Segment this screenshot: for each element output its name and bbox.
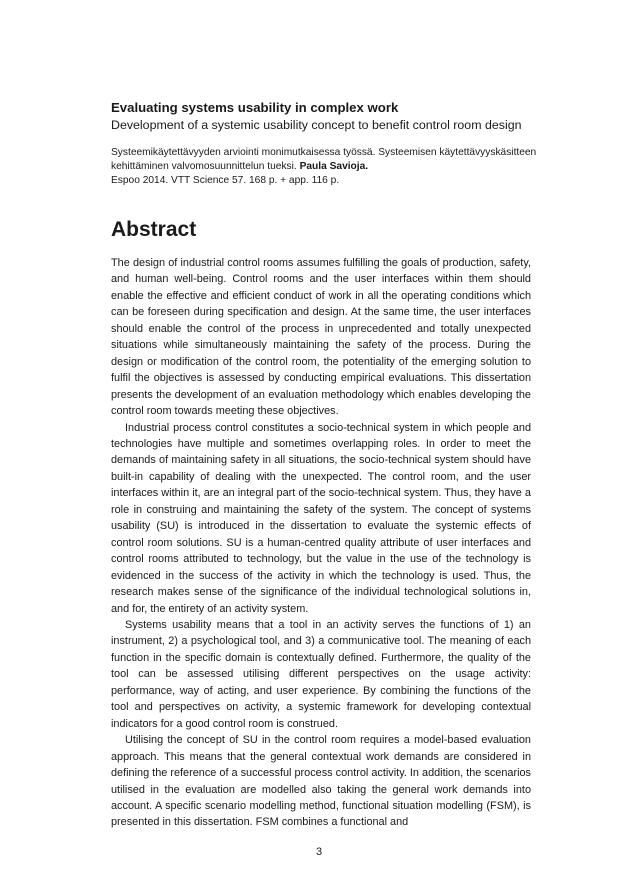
document-subtitle: Development of a systemic usability concept to benefit control room design (111, 118, 522, 132)
document-title: Evaluating systems usability in complex work (111, 100, 399, 115)
author-name: Paula Savioja. (299, 161, 369, 172)
bibliographic-info (111, 146, 541, 188)
finnish-title-end: kehittäminen valvomosuunnittelun tueksi. (111, 161, 297, 172)
publication-info: Espoo 2014. VTT Science 57. 168 p. + app. 116 p. (111, 175, 340, 186)
finnish-title-line2 (111, 160, 541, 174)
abstract-heading: Abstract (111, 218, 197, 241)
finnish-title-line1: Systeemikäytettävyyden arviointi monimutkaisessa työssä. Systeemisen käytettävyyskäsitteen (111, 147, 537, 158)
abstract-paragraph-1: The design of industrial control rooms assumes fulfilling the goals of production, safety, and human well-being. Control rooms and the user interfaces within them should enable the effective and efficient conduct of work in all the operating conditions which can be foreseen during specification and design. At the same time, the user interfaces should enable the control of the process in unprecedented and totally unexpected situations while simultaneously maintaining the safety of the process. During the design or modification of the control room, the potentiality of the emerging solution to fulfil the objectives is assessed by conducting empirical evaluations. This dissertation presents the development of an evaluation methodology which enables developing the control room towards meeting these objectives. (111, 257, 531, 418)
page-number: 3 (315, 846, 323, 858)
abstract-body (111, 255, 531, 831)
abstract-paragraph-2: Industrial process control constitutes a socio-technical system in which people and technologies have multiple and sometimes overlapping roles. In order to meet the demands of maintaining safety in all situations, the socio-technical system should have built-in capability of dealing with the unexpected. The control room, and the user interfaces within it, are an integral part of the socio-technical system. Thus, they have a role in construing and maintaining the safety of the system. The concept of systems usability (SU) is introduced in the dissertation to evaluate the systemic effects of control room solutions. SU is a human-centred quality attribute of user interfaces and control rooms attributed to technology, but the value in the use of the technology is evidenced in the success of the activity in which the technology is used. Thus, the research makes sense of the significance of the individual technological solutions in, and for, the entirety of an activity system. (111, 421, 531, 615)
abstract-paragraph-4: Utilising the concept of SU in the control room requires a model-based evaluation approach. This means that the general contextual work demands are considered in defining the reference of a successful process control activity. In addition, the scenarios utilised in the evaluation are modelled also taking the general work demands into account. A specific scenario modelling method, functional situation modelling (FSM), is presented in this dissertation. FSM combines a functional and (111, 734, 531, 829)
abstract-paragraph-3: Systems usability means that a tool in an activity serves the functions of 1) an instrument, 2) a psychological tool, and 3) a communicative tool. The meaning of each function in the specific domain is contextually defined. Furthermore, the quality of the tool can be assessed utilising different perspectives on the usage activity: performance, way of acting, and user experience. By combining the functions of the tool and perspectives on activity, a systemic framework for developing contextual indicators for a good control room is construed. (111, 618, 531, 730)
